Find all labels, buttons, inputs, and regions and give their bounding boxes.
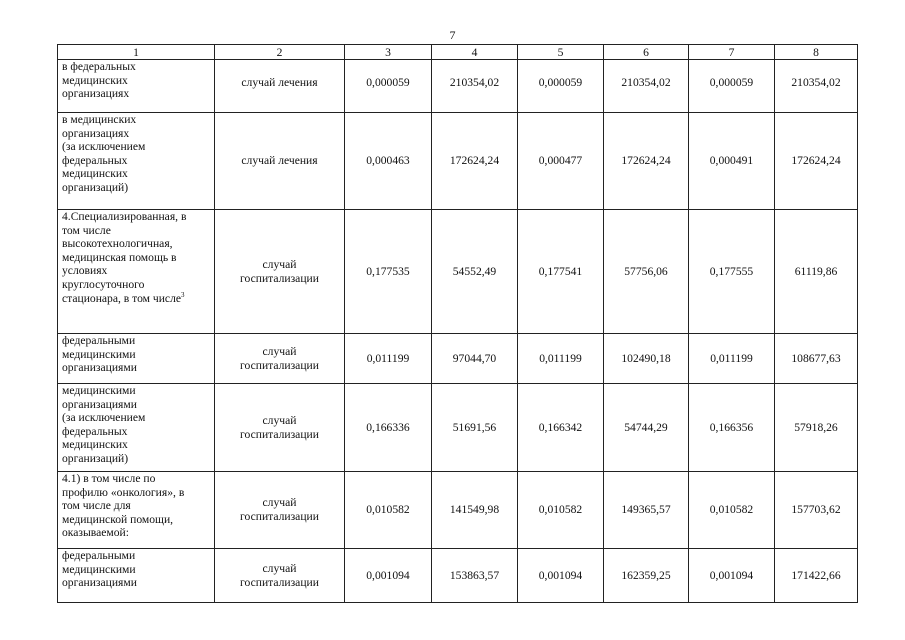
row-label xyxy=(58,384,215,472)
value-cell xyxy=(689,549,775,603)
value-text: 57756,06 xyxy=(624,264,668,278)
value-cell xyxy=(518,60,604,113)
value-text: 102490,18 xyxy=(621,351,671,365)
unit-text: случай госпитализации xyxy=(240,496,319,523)
table-row xyxy=(58,549,858,603)
value-cell xyxy=(604,334,689,384)
unit-text: случай госпитализации xyxy=(240,413,319,441)
table-row xyxy=(58,334,858,384)
value-cell xyxy=(604,60,689,113)
table-row xyxy=(58,113,858,210)
row-label-text: медицинскими организациями (за исключением федеральных медицинских организаций) xyxy=(62,384,146,465)
value-cell xyxy=(345,334,432,384)
value-cell xyxy=(518,113,604,210)
value-cell xyxy=(518,472,604,549)
value-cell xyxy=(345,472,432,549)
row-label-text: в медицинских организациях (за исключением федеральных медицинских организаций) xyxy=(62,113,146,194)
value-text: 57918,26 xyxy=(794,420,838,434)
table-body xyxy=(58,60,858,603)
value-cell xyxy=(689,60,775,113)
value-text: 0,166356 xyxy=(709,420,754,434)
value-text: 172624,24 xyxy=(621,154,671,168)
value-cell xyxy=(345,210,432,334)
value-cell xyxy=(775,472,858,549)
column-header: 5 xyxy=(518,45,604,60)
unit-text: случай госпитализации xyxy=(240,257,319,285)
row-label-text: 4.Специализированная, в том числе высокотехнологичная, медицинская помощь в условиях круглосуточного стационара, в том числе xyxy=(62,210,187,305)
value-cell xyxy=(432,472,518,549)
value-text: 0,001094 xyxy=(709,568,754,582)
value-text: 0,177555 xyxy=(709,264,754,278)
value-cell xyxy=(775,549,858,603)
value-cell xyxy=(432,384,518,472)
value-cell xyxy=(432,113,518,210)
value-text: 162359,25 xyxy=(621,568,671,582)
row-label-text: федеральными медицинскими организациями xyxy=(62,334,137,375)
column-header: 7 xyxy=(689,45,775,60)
value-cell xyxy=(432,60,518,113)
value-cell xyxy=(518,210,604,334)
value-cell xyxy=(518,334,604,384)
value-text: 171422,66 xyxy=(791,568,841,582)
table-row xyxy=(58,60,858,113)
value-cell xyxy=(432,549,518,603)
unit-text: случай госпитализации xyxy=(240,344,319,372)
value-text: 153863,57 xyxy=(449,568,500,582)
table-row xyxy=(58,210,858,334)
column-header: 2 xyxy=(215,45,345,60)
value-cell xyxy=(604,472,689,549)
footnote-mark: 3 xyxy=(181,290,185,299)
value-text: 0,000491 xyxy=(709,154,754,168)
row-label-text: 4.1) в том числе по профилю «онкология», в том числе для медицинской помощи, оказываемой: xyxy=(62,472,185,540)
value-text: 54552,49 xyxy=(452,264,497,278)
value-cell xyxy=(775,384,858,472)
unit-cell xyxy=(215,549,345,603)
value-cell xyxy=(604,549,689,603)
value-text: 0,177535 xyxy=(366,264,410,278)
value-text: 0,000477 xyxy=(538,154,583,168)
value-cell xyxy=(345,549,432,603)
value-text: 51691,56 xyxy=(452,420,497,434)
value-cell xyxy=(604,113,689,210)
unit-text: случай лечения xyxy=(241,154,318,168)
row-label xyxy=(58,60,215,113)
value-text: 141549,98 xyxy=(449,503,500,517)
value-cell xyxy=(775,334,858,384)
value-text: 54744,29 xyxy=(624,420,668,434)
value-text: 210354,02 xyxy=(621,76,671,90)
page-number: 7 xyxy=(449,28,456,42)
value-cell xyxy=(604,210,689,334)
value-text: 0,011199 xyxy=(366,351,410,365)
value-cell xyxy=(518,384,604,472)
unit-cell xyxy=(215,210,345,334)
value-cell xyxy=(432,334,518,384)
unit-cell xyxy=(215,113,345,210)
column-header: 4 xyxy=(432,45,518,60)
value-text: 157703,62 xyxy=(791,503,841,517)
row-label-text: федеральными медицинскими организациями xyxy=(62,549,137,590)
value-text: 108677,63 xyxy=(791,351,841,365)
value-cell xyxy=(689,384,775,472)
value-text: 0,166336 xyxy=(366,420,410,434)
unit-text: случай госпитализации xyxy=(240,561,319,589)
value-text: 0,001094 xyxy=(538,568,583,582)
column-header: 3 xyxy=(345,45,432,60)
value-text: 172624,24 xyxy=(791,154,841,168)
unit-cell xyxy=(215,60,345,113)
value-cell xyxy=(345,60,432,113)
row-label xyxy=(58,472,215,549)
value-cell xyxy=(604,384,689,472)
value-cell xyxy=(775,113,858,210)
value-text: 172624,24 xyxy=(449,154,500,168)
value-text: 0,010582 xyxy=(366,503,410,517)
value-text: 61119,86 xyxy=(794,264,838,278)
value-text: 0,010582 xyxy=(709,503,754,517)
unit-cell xyxy=(215,334,345,384)
value-text: 0,000463 xyxy=(366,154,410,168)
value-text: 210354,02 xyxy=(791,76,841,90)
value-text: 0,000059 xyxy=(366,76,410,90)
value-cell xyxy=(689,334,775,384)
table-row xyxy=(58,384,858,472)
row-label xyxy=(58,210,215,334)
row-label xyxy=(58,549,215,603)
value-text: 0,010582 xyxy=(538,503,583,517)
value-text: 0,000059 xyxy=(709,76,754,90)
value-text: 0,177541 xyxy=(538,264,583,278)
unit-cell xyxy=(215,472,345,549)
tariff-table xyxy=(57,44,858,603)
value-text: 149365,57 xyxy=(621,503,671,517)
column-header: 6 xyxy=(604,45,689,60)
value-text: 210354,02 xyxy=(449,76,500,90)
value-text: 0,011199 xyxy=(539,351,582,365)
value-cell xyxy=(775,210,858,334)
unit-cell xyxy=(215,384,345,472)
value-text: 97044,70 xyxy=(452,351,497,365)
table-header xyxy=(58,45,858,60)
value-text: 0,000059 xyxy=(538,76,583,90)
value-cell xyxy=(689,113,775,210)
row-label xyxy=(58,334,215,384)
value-cell xyxy=(345,113,432,210)
row-label xyxy=(58,113,215,210)
value-cell xyxy=(689,210,775,334)
column-header: 8 xyxy=(775,45,858,60)
value-cell xyxy=(689,472,775,549)
column-header: 1 xyxy=(58,45,215,60)
value-cell xyxy=(518,549,604,603)
value-cell xyxy=(775,60,858,113)
row-label-text: в федеральных медицинских организациях xyxy=(62,60,136,101)
value-cell xyxy=(432,210,518,334)
value-cell xyxy=(345,384,432,472)
value-text: 0,166342 xyxy=(538,420,583,434)
value-text: 0,001094 xyxy=(366,568,410,582)
value-text: 0,011199 xyxy=(710,351,753,365)
header-row xyxy=(58,45,858,60)
unit-text: случай лечения xyxy=(241,76,318,90)
table-row xyxy=(58,472,858,549)
